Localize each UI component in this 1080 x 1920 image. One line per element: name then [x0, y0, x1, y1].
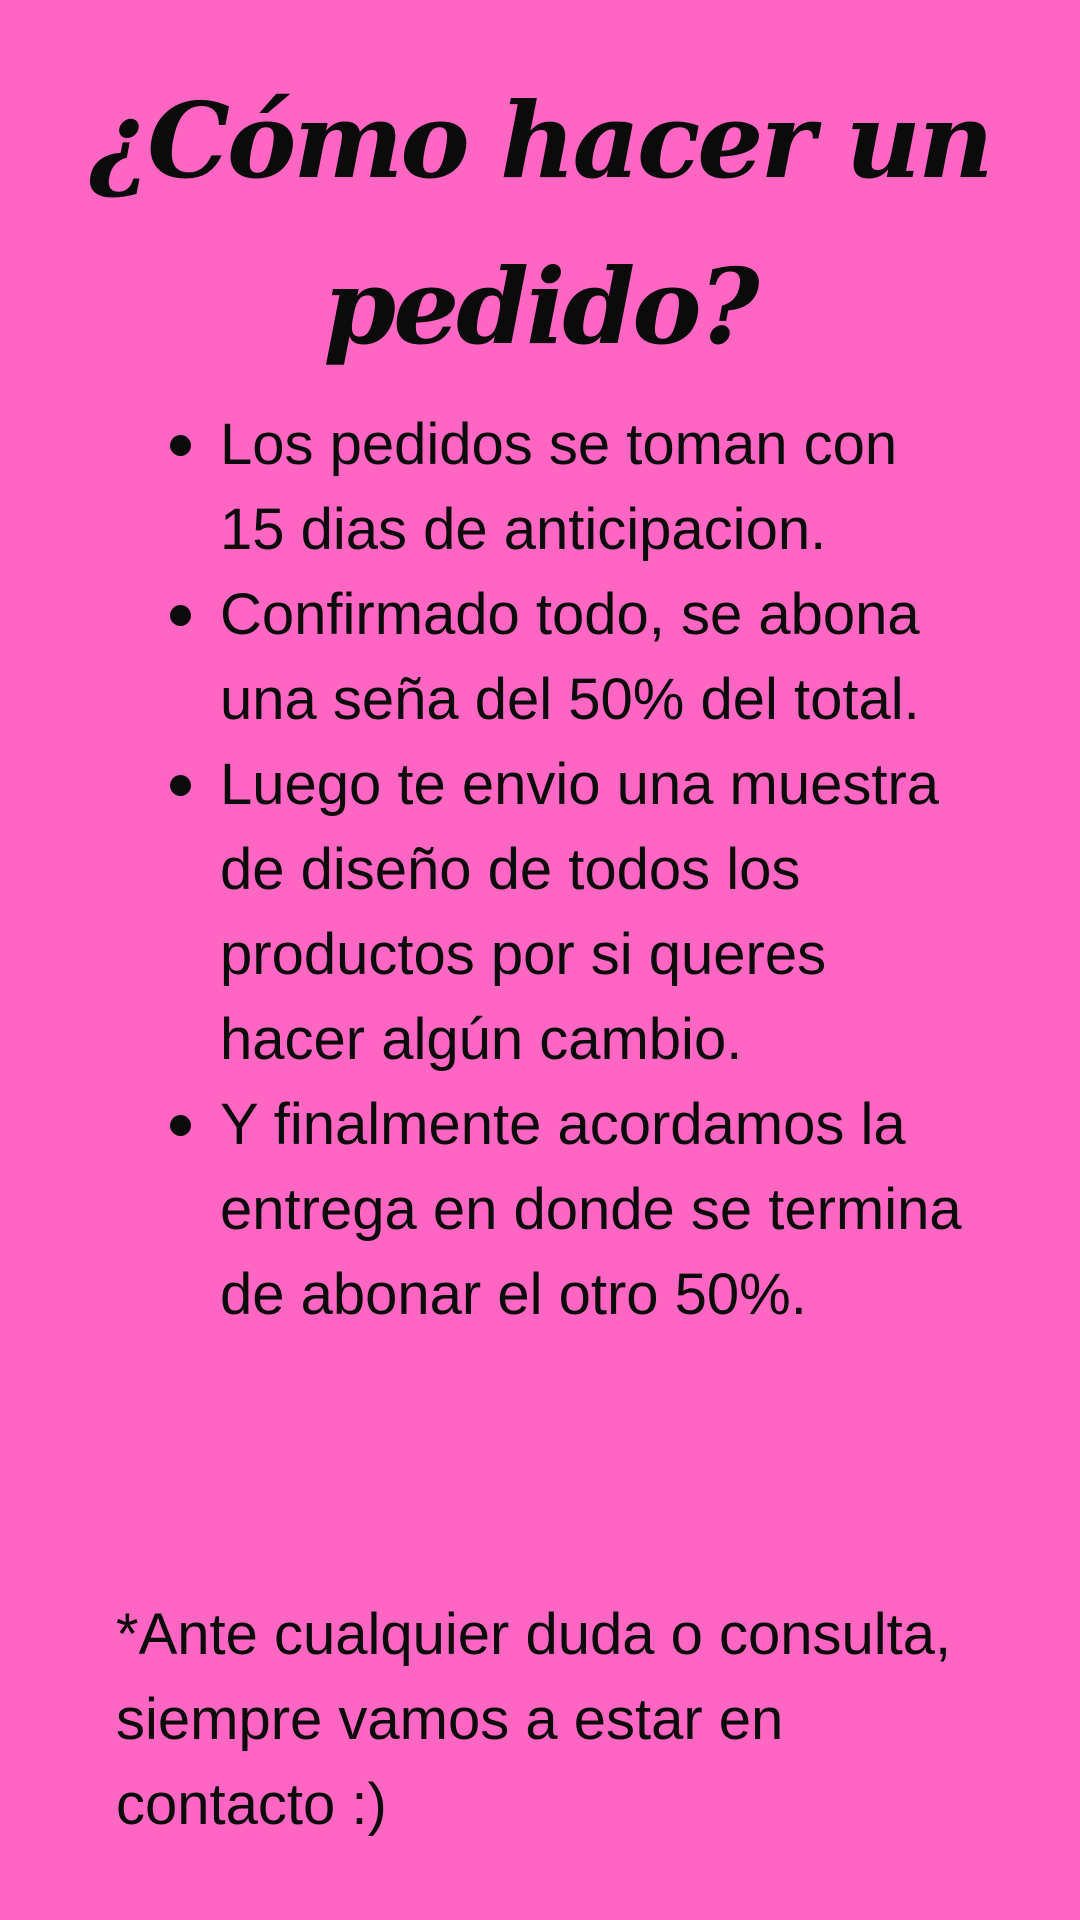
- bullet-icon: [170, 435, 191, 456]
- bullet-icon: [170, 775, 191, 796]
- page-title-line-1: ¿Cómo hacer un: [89, 79, 991, 202]
- step-text: Luego te envio una muestra de diseño de todos los productos por si queres hacer algún cambio.: [220, 752, 940, 1072]
- page-title: [60, 58, 1020, 390]
- list-item: [170, 572, 970, 742]
- step-text: Confirmado todo, se abona una seña del 50% del total.: [220, 582, 920, 732]
- footer-note: *Ante cualquier duda o consulta, siempre vamos a estar en contacto :): [116, 1602, 952, 1837]
- list-item: [170, 402, 970, 572]
- step-text: Y finalmente acordamos la entrega en donde se termina de abonar el otro 50%.: [220, 1092, 962, 1327]
- list-item: [170, 1082, 970, 1337]
- bullet-icon: [170, 1115, 191, 1136]
- step-text: Los pedidos se toman con 15 dias de anticipacion.: [220, 412, 898, 562]
- bullet-icon: [170, 605, 191, 626]
- page-title-line-2: pedido?: [323, 245, 757, 368]
- list-item: [170, 742, 970, 1082]
- steps-list: [170, 402, 970, 1337]
